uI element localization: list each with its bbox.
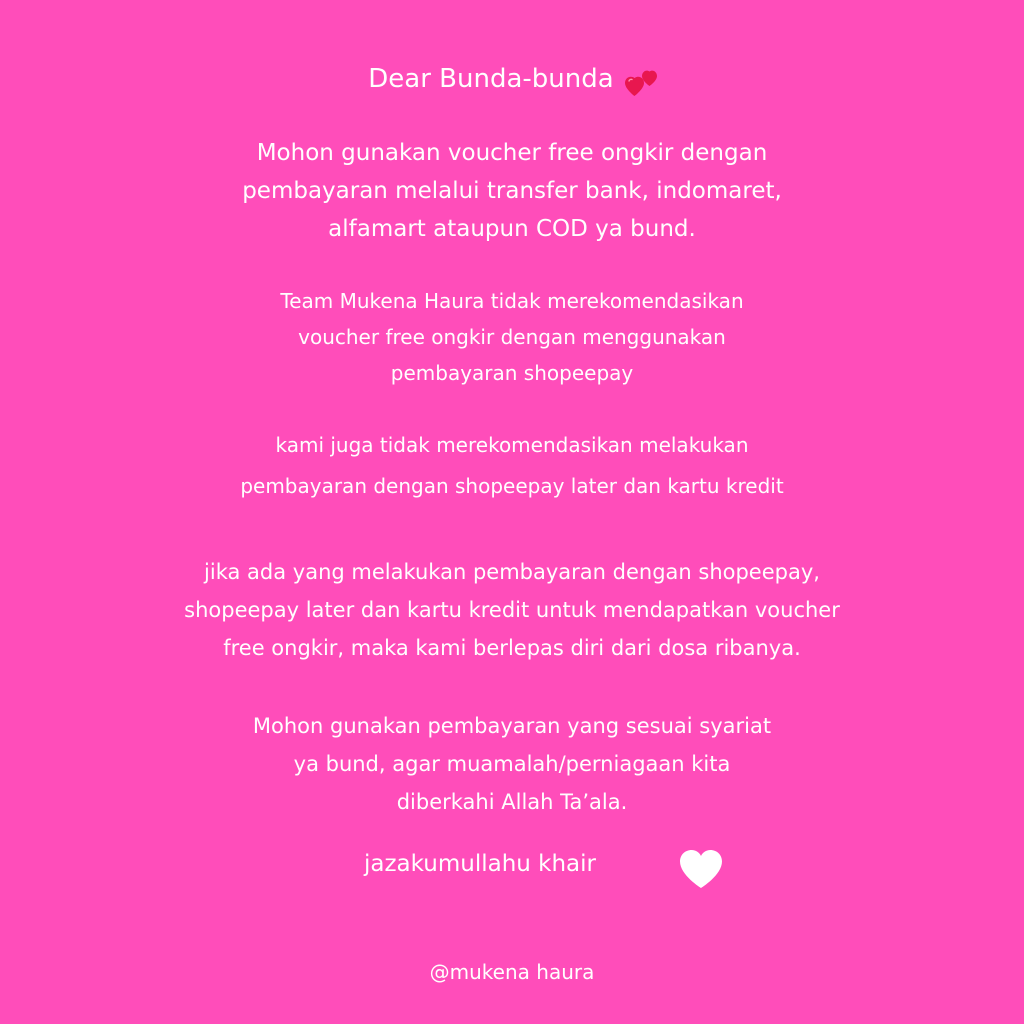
greeting-text: Dear Bunda-bunda	[368, 64, 614, 94]
closing-text: jazakumullahu khair	[364, 851, 596, 877]
paragraph-not-recommended	[0, 425, 1024, 507]
two-hearts-icon	[622, 64, 658, 98]
paragraph-line: ya bund, agar muamalah/perniagaan kita	[293, 752, 731, 776]
paragraph-payment-methods	[0, 134, 1024, 248]
paragraph-line: free ongkir, maka kami berlepas diri dari dosa ribanya.	[223, 636, 801, 660]
paragraph-line: pembayaran shopeepay	[390, 361, 634, 385]
paragraph-syariat	[0, 707, 1024, 821]
paragraph-line: shopeepay later dan kartu kredit untuk mendapatkan voucher	[184, 598, 840, 622]
paragraph-line: voucher free ongkir dengan menggunakan	[298, 325, 726, 349]
paragraph-line: Mohon gunakan voucher free ongkir dengan	[256, 140, 768, 166]
paragraph-line: alfamart ataupun COD ya bund.	[328, 216, 696, 242]
paragraph-line: Team Mukena Haura tidak merekomendasikan	[280, 289, 744, 313]
white-heart-icon	[677, 848, 725, 890]
paragraph-line: pembayaran melalui transfer bank, indomaret,	[242, 178, 782, 204]
paragraph-disclaimer	[0, 553, 1024, 667]
paragraph-line: diberkahi Allah Ta’ala.	[396, 790, 628, 814]
paragraph-line: jika ada yang melakukan pembayaran dengan shopeepay,	[204, 560, 820, 584]
paragraph-line: pembayaran dengan shopeepay later dan kartu kredit	[240, 474, 784, 498]
paragraph-line: Mohon gunakan pembayaran yang sesuai syariat	[252, 714, 772, 738]
social-handle: @mukena haura	[429, 960, 595, 984]
paragraph-line: kami juga tidak merekomendasikan melakukan	[275, 433, 749, 457]
paragraph-team-note	[0, 283, 1024, 391]
